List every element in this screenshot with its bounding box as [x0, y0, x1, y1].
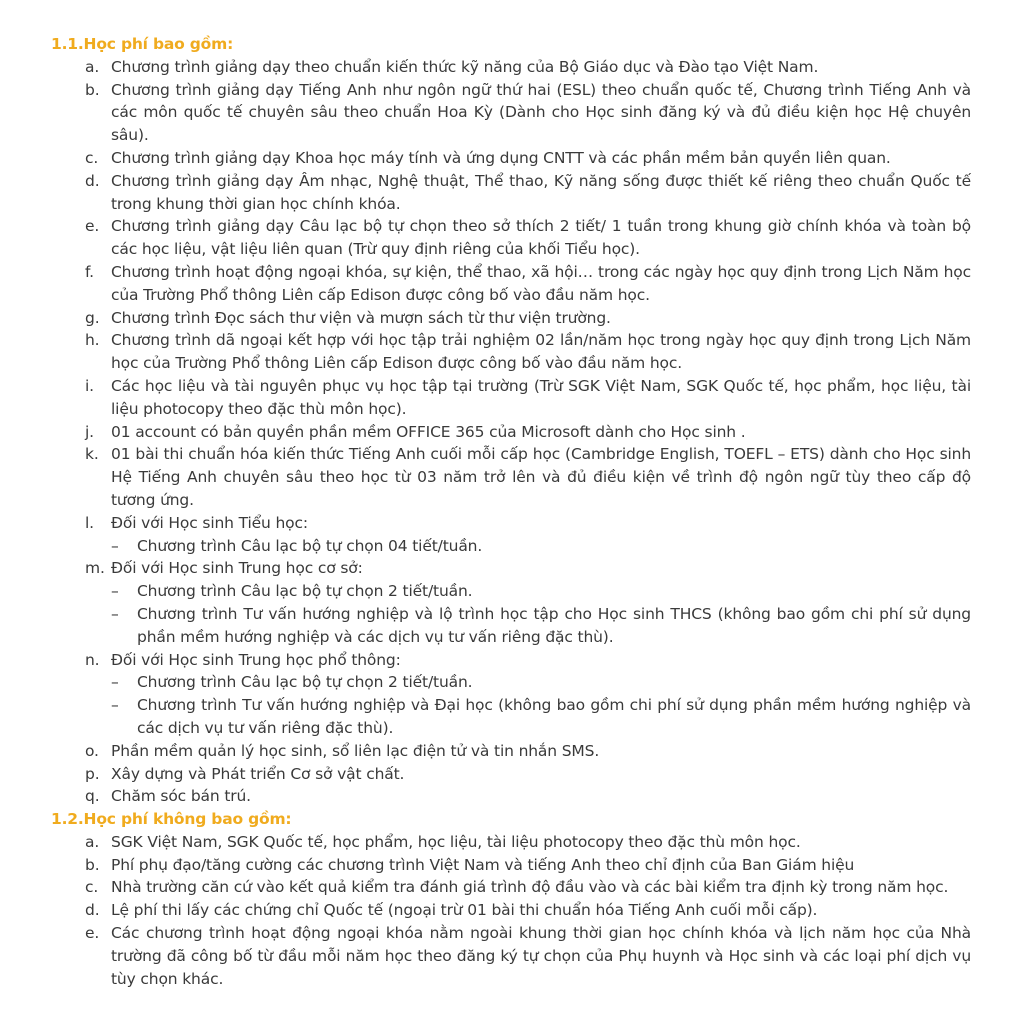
not-included-items-list: [0, 831, 1022, 991]
list-item: [0, 56, 1022, 79]
list-item: [0, 785, 1022, 808]
dash-bullet: –: [111, 582, 119, 601]
list-marker: a.: [85, 832, 100, 851]
list-marker: d.: [85, 171, 100, 190]
fee-document: [0, 33, 1022, 990]
list-item: [0, 443, 1022, 511]
list-item: [0, 557, 1022, 580]
list-item-text: Phí phụ đạo/tăng cường các chương trình Việt Nam và tiếng Anh theo chỉ định của Ban Giám hiệu: [111, 855, 855, 874]
list-item-text: Chương trình dã ngoại kết hợp với học tập trải nghiệm 02 lần/năm học trong ngày học quy định trong Lịch Năm học của Trường Phổ thông Liên cấp Edison được công bố vào đầu năm học.: [111, 331, 971, 373]
list-item: [0, 876, 1022, 899]
list-item: [0, 512, 1022, 535]
dash-bullet: –: [111, 696, 119, 715]
sub-list-item: [0, 694, 1022, 740]
list-item: [0, 740, 1022, 763]
list-item: [0, 261, 1022, 307]
list-marker: p.: [85, 764, 100, 783]
list-marker: c.: [85, 878, 99, 897]
sub-list-item-text: Chương trình Câu lạc bộ tự chọn 2 tiết/tuần.: [137, 673, 473, 692]
list-item: [0, 79, 1022, 147]
list-item-text: Chương trình giảng dạy theo chuẩn kiến thức kỹ năng của Bộ Giáo dục và Đào tạo Việt Nam.: [111, 57, 819, 76]
list-marker: o.: [85, 741, 99, 760]
list-item: [0, 329, 1022, 375]
list-item: [0, 147, 1022, 170]
list-item: [0, 922, 1022, 990]
list-item: [0, 763, 1022, 786]
sub-list-item: [0, 580, 1022, 603]
section-heading-not-included: 1.2.Học phí không bao gồm:: [51, 810, 292, 829]
list-marker: f.: [85, 262, 94, 281]
list-marker: b.: [85, 855, 100, 874]
list-item: [0, 215, 1022, 261]
list-item-text: Lệ phí thi lấy các chứng chỉ Quốc tế (ngoại trừ 01 bài thi chuẩn hóa Tiếng Anh cuối mỗi cấp).: [111, 901, 818, 920]
list-marker: n.: [85, 650, 100, 669]
list-item-text: Đối với Học sinh Trung học cơ sở:: [111, 559, 363, 578]
list-item: [0, 375, 1022, 421]
list-marker: b.: [85, 80, 100, 99]
list-marker: j.: [85, 422, 94, 441]
sub-list-item-text: Chương trình Câu lạc bộ tự chọn 04 tiết/tuần.: [137, 536, 483, 555]
list-item-text: Chương trình hoạt động ngoại khóa, sự kiện, thể thao, xã hội… trong các ngày học quy định trong Lịch Năm học của Trường Phổ thông Liên cấp Edison được công bố vào đầu năm học.: [111, 262, 971, 304]
list-item: [0, 421, 1022, 444]
list-item: [0, 899, 1022, 922]
sub-list-item: [0, 671, 1022, 694]
list-item-text: Nhà trường căn cứ vào kết quả kiểm tra đánh giá trình độ đầu vào và các bài kiểm tra định kỳ trong năm học.: [111, 878, 949, 897]
list-item-text: Các chương trình hoạt động ngoại khóa nằm ngoài khung thời gian học chính khóa và lịch năm học của Nhà trường đã công bố từ đầu mỗi năm học theo đăng ký tự chọn của Phụ huynh và Học sinh và các loại phí dịch vụ tùy chọn khác.: [111, 924, 971, 988]
list-item-text: Chương trình giảng dạy Khoa học máy tính và ứng dụng CNTT và các phần mềm bản quyền liên quan.: [111, 148, 891, 167]
list-item-text: Đối với Học sinh Trung học phổ thông:: [111, 650, 401, 669]
list-item: [0, 307, 1022, 330]
list-marker: m.: [85, 559, 105, 578]
list-item: [0, 831, 1022, 854]
sub-list-item-text: Chương trình Tư vấn hướng nghiệp và Đại học (không bao gồm chi phí sử dụng phần mềm hướng nghiệp và các dịch vụ tư vấn riêng đặc thù).: [137, 696, 971, 737]
sub-list-item: [0, 603, 1022, 649]
list-item: [0, 649, 1022, 672]
sub-list-item-text: Chương trình Tư vấn hướng nghiệp và lộ trình học tập cho Học sinh THCS (không bao gồm chi phí sử dụng phần mềm hướng nghiệp và các dịch vụ tư vấn riêng đặc thù).: [137, 604, 971, 646]
list-marker: k.: [85, 445, 99, 464]
list-item-text: Chương trình Đọc sách thư viện và mượn sách từ thư viện trường.: [111, 308, 611, 327]
list-item-text: SGK Việt Nam, SGK Quốc tế, học phẩm, học liệu, tài liệu photocopy theo đặc thù môn học.: [111, 832, 801, 851]
dash-bullet: –: [111, 536, 119, 555]
list-marker: c.: [85, 148, 99, 167]
list-marker: g.: [85, 308, 100, 327]
list-marker: h.: [85, 331, 100, 350]
section-heading-included: 1.1.Học phí bao gồm:: [51, 35, 234, 53]
list-item: [0, 854, 1022, 877]
list-marker: q.: [85, 787, 100, 806]
list-item-text: Đối với Học sinh Tiểu học:: [111, 513, 308, 532]
list-item-text: 01 account có bản quyền phần mềm OFFICE 365 của Microsoft dành cho Học sinh .: [111, 422, 746, 441]
list-item-text: 01 bài thi chuẩn hóa kiến thức Tiếng Anh cuối mỗi cấp học (Cambridge English, TOEFL – ETS) dành cho Học sinh Hệ Tiếng Anh chuyên sâu theo học từ 03 năm trở lên và đủ điều kiện về trình độ ngôn ngữ tùy theo cấp độ tương ứng.: [111, 445, 971, 509]
list-item-text: Chương trình giảng dạy Câu lạc bộ tự chọn theo sở thích 2 tiết/ 1 tuần trong khung giờ chính khóa và toàn bộ các học liệu, vật liệu liên quan (Trừ quy định riêng của khối Tiểu học).: [111, 217, 971, 259]
list-marker: e.: [85, 924, 100, 943]
list-marker: a.: [85, 57, 100, 76]
list-item-text: Các học liệu và tài nguyên phục vụ học tập tại trường (Trừ SGK Việt Nam, SGK Quốc tế, học phẩm, học liệu, tài liệu photocopy theo đặc thù môn học).: [111, 376, 971, 418]
sub-list-item: [0, 535, 1022, 558]
list-marker: d.: [85, 901, 100, 920]
list-item: [0, 170, 1022, 216]
list-marker: l.: [85, 513, 94, 532]
sub-list-item-text: Chương trình Câu lạc bộ tự chọn 2 tiết/tuần.: [137, 582, 473, 601]
list-item-text: Phần mềm quản lý học sinh, sổ liên lạc điện tử và tin nhắn SMS.: [111, 741, 600, 760]
list-item-text: Chương trình giảng dạy Tiếng Anh như ngôn ngữ thứ hai (ESL) theo chuẩn quốc tế, Chương trình Tiếng Anh và các môn quốc tế chuyên sâu theo chuẩn Hoa Kỳ (Dành cho Học sinh đăng ký và đủ điều kiện học Hệ chuyên sâu).: [111, 80, 971, 145]
list-item-text: Chương trình giảng dạy Âm nhạc, Nghệ thuật, Thể thao, Kỹ năng sống được thiết kế riêng theo chuẩn Quốc tế trong khung thời gian học chính khóa.: [111, 171, 971, 213]
list-marker: i.: [85, 376, 94, 395]
included-items-list: [0, 56, 1022, 808]
list-item-text: Chăm sóc bán trú.: [111, 787, 251, 806]
dash-bullet: –: [111, 673, 119, 692]
list-marker: e.: [85, 217, 100, 236]
list-item-text: Xây dựng và Phát triển Cơ sở vật chất.: [111, 764, 405, 783]
dash-bullet: –: [111, 604, 119, 623]
